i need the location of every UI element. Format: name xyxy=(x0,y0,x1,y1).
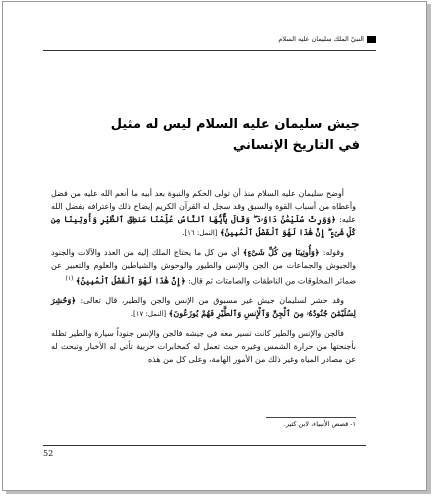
chapter-title-line: في التاريخ الإنساني xyxy=(232,138,360,153)
chapter-title-line: جيش سليمان عليه السلام ليس له مثيل xyxy=(110,117,360,132)
paragraph xyxy=(51,187,356,240)
verse-reference: [النمل: ١٦]. xyxy=(182,229,218,237)
paragraph xyxy=(51,246,356,288)
quran-verse: ﴿إِنَّ هَٰذَا لَهُوَ ٱلْفَضْلُ ٱلْمُبِينُ﴾ xyxy=(75,275,186,286)
running-head xyxy=(76,35,376,49)
page-number: 52 xyxy=(43,449,54,458)
footer-rule xyxy=(43,445,366,446)
book-page xyxy=(2,1,427,491)
quran-verse: ﴿وَحُشِرَ لِسُلَيْمَٰنَ جُنُودُهُۥ مِنَ ٱلْجِنِّ وَٱلْإِنسِ وَٱلطَّيْرِ فَهُمْ يُوزَعُونَ﴾ xyxy=(51,294,356,318)
verse-reference: [النمل: ١٧]. xyxy=(130,309,167,318)
footnote-marker: (١) xyxy=(65,275,74,282)
footnote-rule xyxy=(266,417,356,418)
paragraph xyxy=(51,327,356,366)
running-head-marker xyxy=(367,36,376,43)
paragraph-text: وقد حشر لسليمان جيش غير مسبوق من الإنس والجن والطير، قال تعالى: xyxy=(80,295,344,305)
running-head-text: النبيّ الملك سليمان عليه السلام xyxy=(278,35,364,43)
header-rule xyxy=(43,50,376,51)
quran-verse: ﴿وَأُوتِينَا مِن كُلِّ شَىْءٍ﴾ xyxy=(242,247,320,257)
paragraph xyxy=(51,294,356,321)
paragraph-text: أوضح سليمان عليه السلام منذ أن تولى الحكم والنبوة بعد أبيه ما أنعم الله عليه من فضل وأعطاه من أسباب القوة والسبق وقد سجل له القرآن الكريم إيضاح ذلك واعترافه بفضل الله عليه: xyxy=(51,189,357,224)
chapter-title xyxy=(80,114,360,156)
quran-verse: ﴿وَوَرِثَ سُلَيْمَٰنُ دَاوُۥدَ ۖ وَقَالَ يَٰٓأَيُّهَا ٱلنَّاسُ عُلِّمْنَا مَنطِقَ ٱلطَّيْرِ وَأُوتِينَا مِن كُلِّ شَىْءٍ ۖ إِنَّ هَٰذَا لَهُوَ ٱلْفَضْلُ ٱلْمُبِينُ﴾ xyxy=(51,214,356,237)
footnote: ١- قصص الأنبياء، لابن كثير. xyxy=(283,420,356,428)
body-text xyxy=(51,187,356,372)
paragraph-text: فالجن والإنس والطير كانت تسير معه في جيشه فالجن والإنس جنوداً سيارة والطير تظله بأجنحتها من حرارة الشمس وغيره حيث تعمل له كمخابرات حربية تأتي له الأخبار وتبحث له عن مصادر المياه وغير ذلك من الأمور الهامة، وعلى كل من هذه xyxy=(51,328,356,364)
paragraph-text: أي من كل ما يحتاج الملك إليه من العدد والآلات والجنود والجيوش والجماعات من الجن والإنس والطيور والوحوش والشياطين والعلوم والتعبير عن ضمائر المخلوقات من الناطقات والصامتات ثم قال: xyxy=(51,248,356,286)
paragraph-text: وقوله: xyxy=(322,248,344,257)
